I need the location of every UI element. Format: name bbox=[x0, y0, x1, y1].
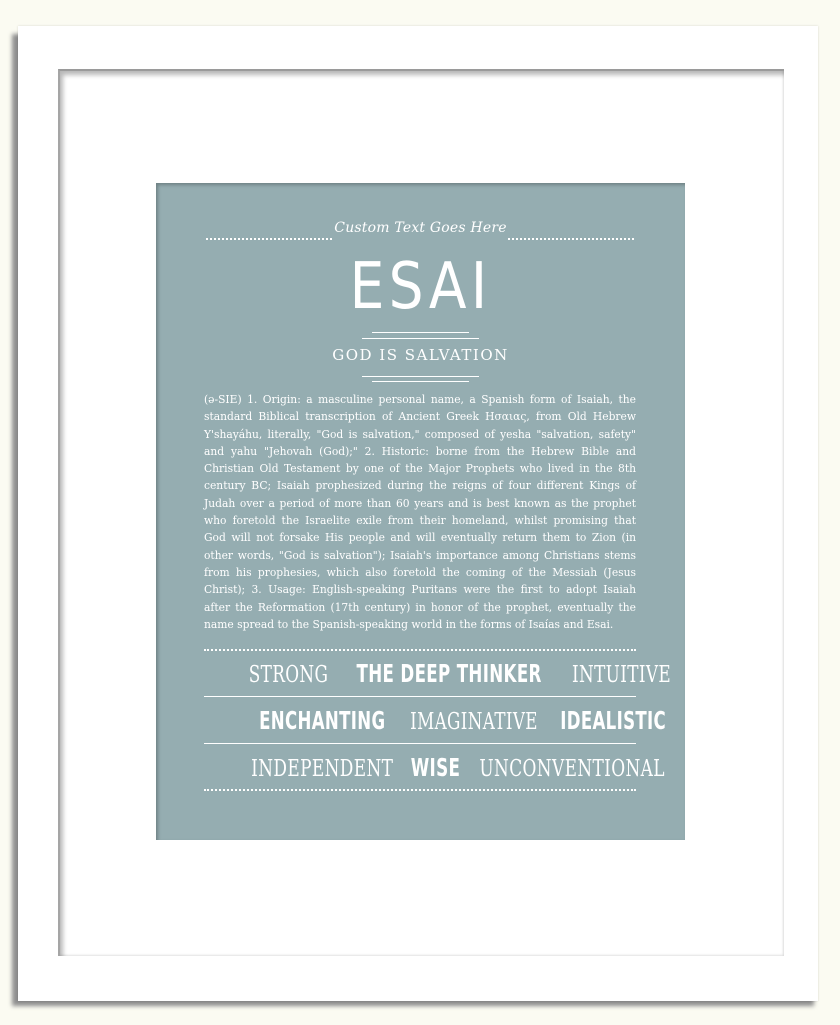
rule-below-meaning-1 bbox=[362, 376, 479, 377]
definition-line: Christ); 3. Usage: English-speaking Puritans were the first to adopt Isaiah bbox=[204, 583, 636, 597]
trait-divider bbox=[204, 743, 636, 744]
trait-row bbox=[244, 659, 671, 692]
definition-line: from his prophesies, which also foretold the coming of the Messiah (Jesus bbox=[204, 565, 636, 579]
definition-line: other words, "God is salvation"); Isaiah's importance among Christians stems bbox=[204, 548, 636, 562]
trait-word: STRONG bbox=[248, 662, 329, 688]
trait-word: IDEALISTIC bbox=[560, 706, 667, 735]
definition-line: standard Biblical transcription of Ancient Greek Ησαιας, from Old Hebrew bbox=[204, 410, 636, 424]
trait-row bbox=[245, 706, 667, 739]
trait-word: IMAGINATIVE bbox=[410, 709, 538, 735]
trait-row bbox=[243, 753, 666, 786]
dotted-divider-traits-bottom bbox=[204, 789, 636, 791]
definition-line: God will not forsake His people and will eventually return them to Zion (in bbox=[204, 531, 636, 545]
trait-word: UNCONVENTIONAL bbox=[479, 756, 666, 782]
definition-line: Christian Old Testament by one of the Major Prophets who lived in the 8th bbox=[204, 462, 636, 476]
dotted-divider-traits-top bbox=[204, 649, 636, 651]
definition-text bbox=[204, 391, 636, 633]
trait-word: WISE bbox=[410, 753, 461, 782]
dotted-divider-left bbox=[206, 238, 332, 240]
definition-line: (ə-SIE) 1. Origin: a masculine personal name, a Spanish form of Isaiah, the bbox=[204, 393, 636, 406]
rule-above-meaning-1 bbox=[372, 332, 469, 333]
trait-divider bbox=[204, 696, 636, 697]
rule-above-meaning-2 bbox=[362, 338, 479, 339]
definition-line: name spread to the Spanish-speaking world in the forms of Isaías and Esai. bbox=[204, 617, 614, 631]
rule-below-meaning-2 bbox=[372, 381, 469, 382]
trait-word: INDEPENDENT bbox=[251, 756, 394, 782]
definition-line: century BC; Isaiah prophesized during the reigns of four different Kings of bbox=[204, 479, 636, 493]
trait-word: THE DEEP THINKER bbox=[356, 659, 543, 688]
custom-text: Custom Text Goes Here bbox=[334, 220, 507, 236]
definition-line: Judah over a period of more than 60 years and is best known as the prophet bbox=[204, 496, 636, 510]
definition-line: Y'shayáhu, literally, "God is salvation," composed of yesha "salvation, safety" bbox=[204, 427, 636, 441]
name-meaning: GOD IS SALVATION bbox=[332, 346, 509, 364]
definition-line: and yahu "Jehovah (God);" 2. Historic: borne from the Hebrew Bible and bbox=[204, 444, 636, 458]
definition-line: who foretold the Israelite exile from their homeland, whilst promising that bbox=[204, 514, 636, 528]
definition-line: after the Reformation (17th century) in honor of the prophet, eventually the bbox=[204, 600, 636, 614]
trait-word: ENCHANTING bbox=[259, 706, 386, 735]
name-title: ESAI bbox=[349, 250, 492, 324]
trait-word: INTUITIVE bbox=[571, 662, 671, 688]
name-print bbox=[156, 183, 685, 840]
dotted-divider-right bbox=[508, 238, 634, 240]
